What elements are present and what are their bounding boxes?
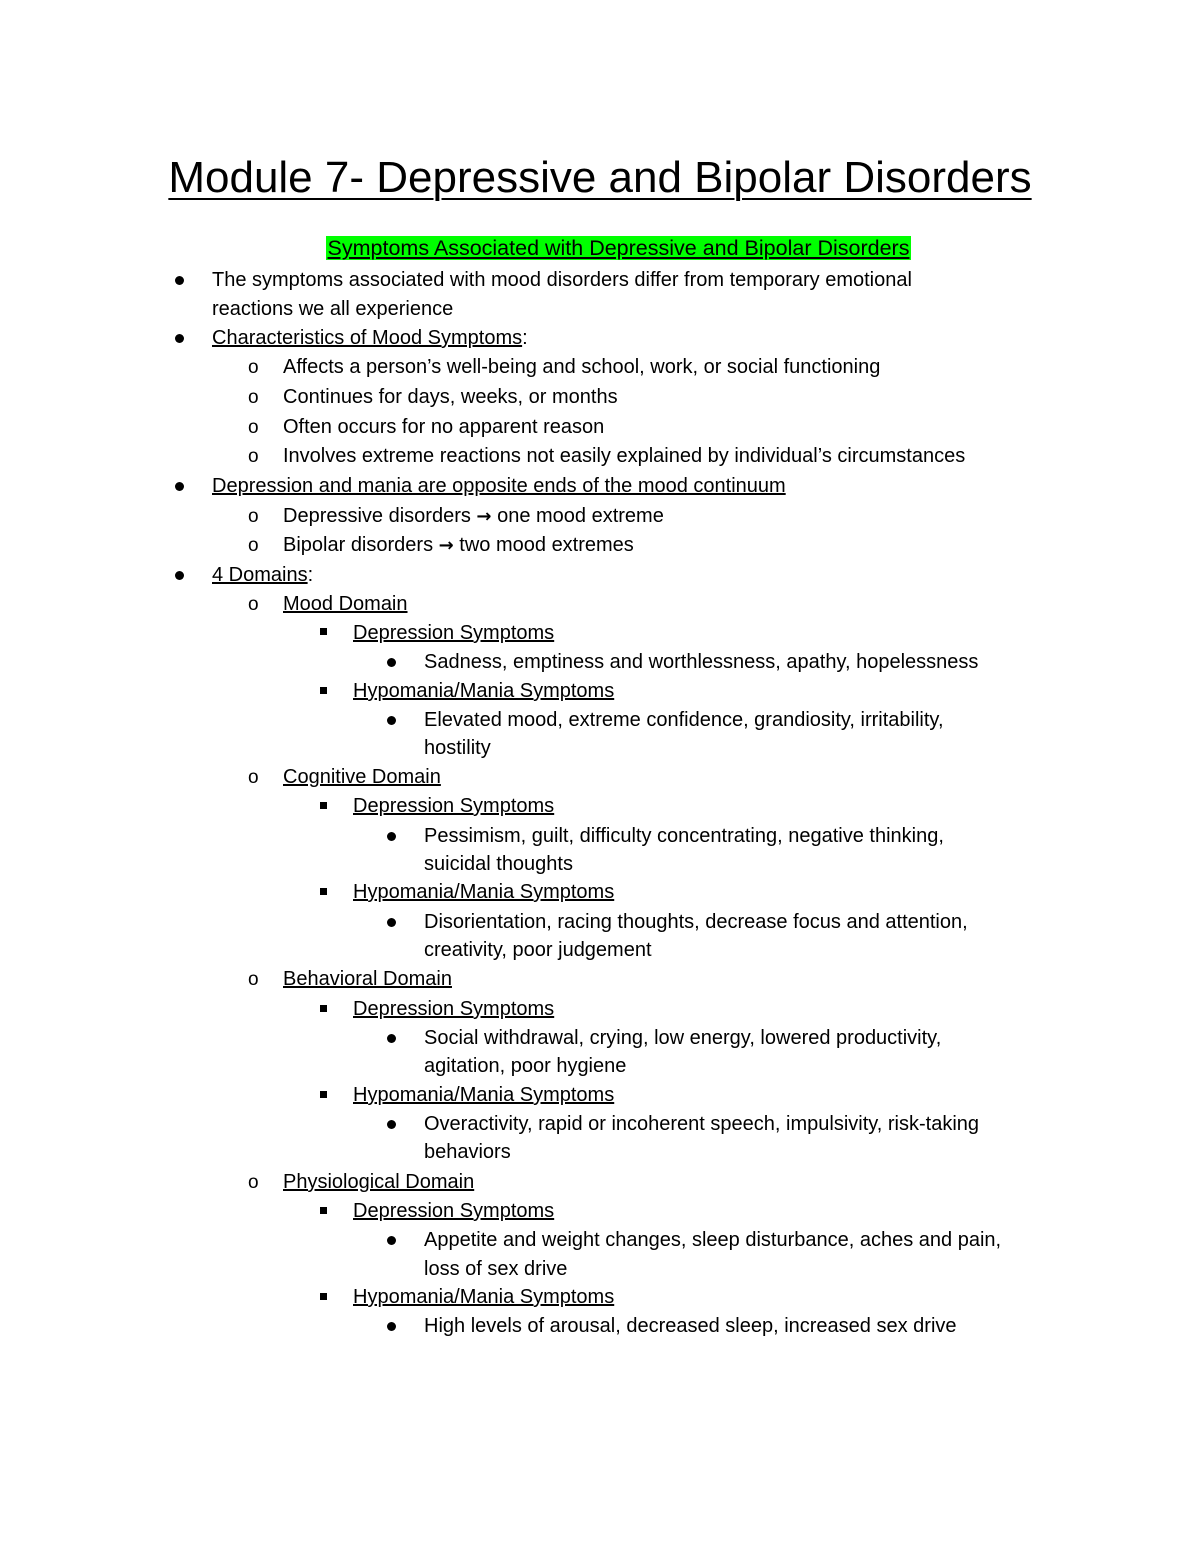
cognitive-mania-heading: Hypomania/Mania Symptoms (353, 881, 615, 903)
cognitive-domain-heading: Cognitive Domain (283, 766, 441, 788)
right-arrow-icon: → (476, 506, 492, 527)
bullet-icon (387, 832, 396, 841)
bullet-icon (387, 1236, 396, 1245)
circle-bullet-icon: o (248, 387, 259, 408)
bullet-icon (175, 571, 184, 580)
depressive-disorders-item: Depressive disorders → one mood extreme (283, 502, 664, 531)
bullet-icon (387, 658, 396, 667)
cognitive-mania-symptoms-line-1: Disorientation, racing thoughts, decrease focus and attention, (424, 911, 968, 933)
behavioral-depression-symptoms-line-2: agitation, poor hygiene (424, 1055, 627, 1077)
characteristic-item: Involves extreme reactions not easily explained by individual’s circumstances (283, 445, 966, 467)
page-title: Module 7- Depressive and Bipolar Disorders (168, 153, 1032, 202)
bullet-icon (175, 482, 184, 491)
behavioral-depression-symptoms-line-1: Social withdrawal, crying, low energy, lowered productivity, (424, 1027, 942, 1049)
cognitive-depression-symptoms-line-2: suicidal thoughts (424, 853, 573, 875)
cognitive-mania-symptoms-line-2: creativity, poor judgement (424, 939, 652, 961)
behavioral-depression-heading: Depression Symptoms (353, 998, 555, 1020)
intro-text-line-2: reactions we all experience (212, 298, 454, 320)
characteristic-item: Affects a person’s well-being and school, work, or social functioning (283, 356, 881, 378)
cognitive-depression-heading: Depression Symptoms (353, 795, 555, 817)
circle-bullet-icon: o (248, 446, 259, 467)
physiological-depression-symptoms-line-2: loss of sex drive (424, 1258, 568, 1280)
continuum-heading: Depression and mania are opposite ends of the mood continuum (212, 475, 786, 497)
square-bullet-icon (320, 1091, 327, 1098)
physiological-depression-symptoms-line-1: Appetite and weight changes, sleep disturbance, aches and pain, (424, 1229, 1002, 1251)
intro-text-line-1: The symptoms associated with mood disorders differ from temporary emotional (212, 269, 912, 291)
bullet-icon (387, 716, 396, 725)
bullet-icon (387, 1120, 396, 1129)
right-arrow-icon: → (438, 535, 454, 556)
mood-mania-symptoms-line-2: hostility (424, 737, 491, 759)
bullet-icon (387, 918, 396, 927)
mood-depression-heading: Depression Symptoms (353, 622, 555, 644)
mood-domain-heading: Mood Domain (283, 593, 408, 615)
circle-bullet-icon: o (248, 969, 259, 990)
domains-heading: 4 Domains: (212, 564, 314, 586)
behavioral-mania-symptoms-line-1: Overactivity, rapid or incoherent speech, impulsivity, risk-taking (424, 1113, 980, 1135)
physiological-mania-symptoms: High levels of arousal, decreased sleep, increased sex drive (424, 1315, 957, 1337)
cognitive-depression-symptoms-line-1: Pessimism, guilt, difficulty concentrating, negative thinking, (424, 825, 944, 847)
circle-bullet-icon: o (248, 535, 259, 556)
square-bullet-icon (320, 802, 327, 809)
circle-bullet-icon: o (248, 506, 259, 527)
characteristics-heading: Characteristics of Mood Symptoms: (212, 327, 528, 349)
characteristic-item: Continues for days, weeks, or months (283, 386, 618, 408)
bullet-icon (387, 1034, 396, 1043)
circle-bullet-icon: o (248, 417, 259, 438)
bullet-icon (175, 334, 184, 343)
square-bullet-icon (320, 628, 327, 635)
circle-bullet-icon: o (248, 357, 259, 378)
mood-mania-symptoms-line-1: Elevated mood, extreme confidence, grandiosity, irritability, (424, 709, 944, 731)
physiological-depression-heading: Depression Symptoms (353, 1200, 555, 1222)
behavioral-domain-heading: Behavioral Domain (283, 968, 452, 990)
square-bullet-icon (320, 888, 327, 895)
characteristic-item: Often occurs for no apparent reason (283, 416, 605, 438)
mood-depression-symptoms: Sadness, emptiness and worthlessness, apathy, hopelessness (424, 651, 979, 673)
behavioral-mania-symptoms-line-2: behaviors (424, 1141, 511, 1163)
square-bullet-icon (320, 687, 327, 694)
square-bullet-icon (320, 1005, 327, 1012)
square-bullet-icon (320, 1207, 327, 1214)
bullet-icon (175, 276, 184, 285)
behavioral-mania-heading: Hypomania/Mania Symptoms (353, 1084, 615, 1106)
circle-bullet-icon: o (248, 1172, 259, 1193)
circle-bullet-icon: o (248, 594, 259, 615)
mood-mania-heading: Hypomania/Mania Symptoms (353, 680, 615, 702)
physiological-mania-heading: Hypomania/Mania Symptoms (353, 1286, 615, 1308)
square-bullet-icon (320, 1293, 327, 1300)
circle-bullet-icon: o (248, 767, 259, 788)
bipolar-disorders-item: Bipolar disorders → two mood extremes (283, 531, 634, 560)
physiological-domain-heading: Physiological Domain (283, 1171, 475, 1193)
section-heading: Symptoms Associated with Depressive and Bipolar Disorders (327, 236, 910, 260)
bullet-icon (387, 1322, 396, 1331)
